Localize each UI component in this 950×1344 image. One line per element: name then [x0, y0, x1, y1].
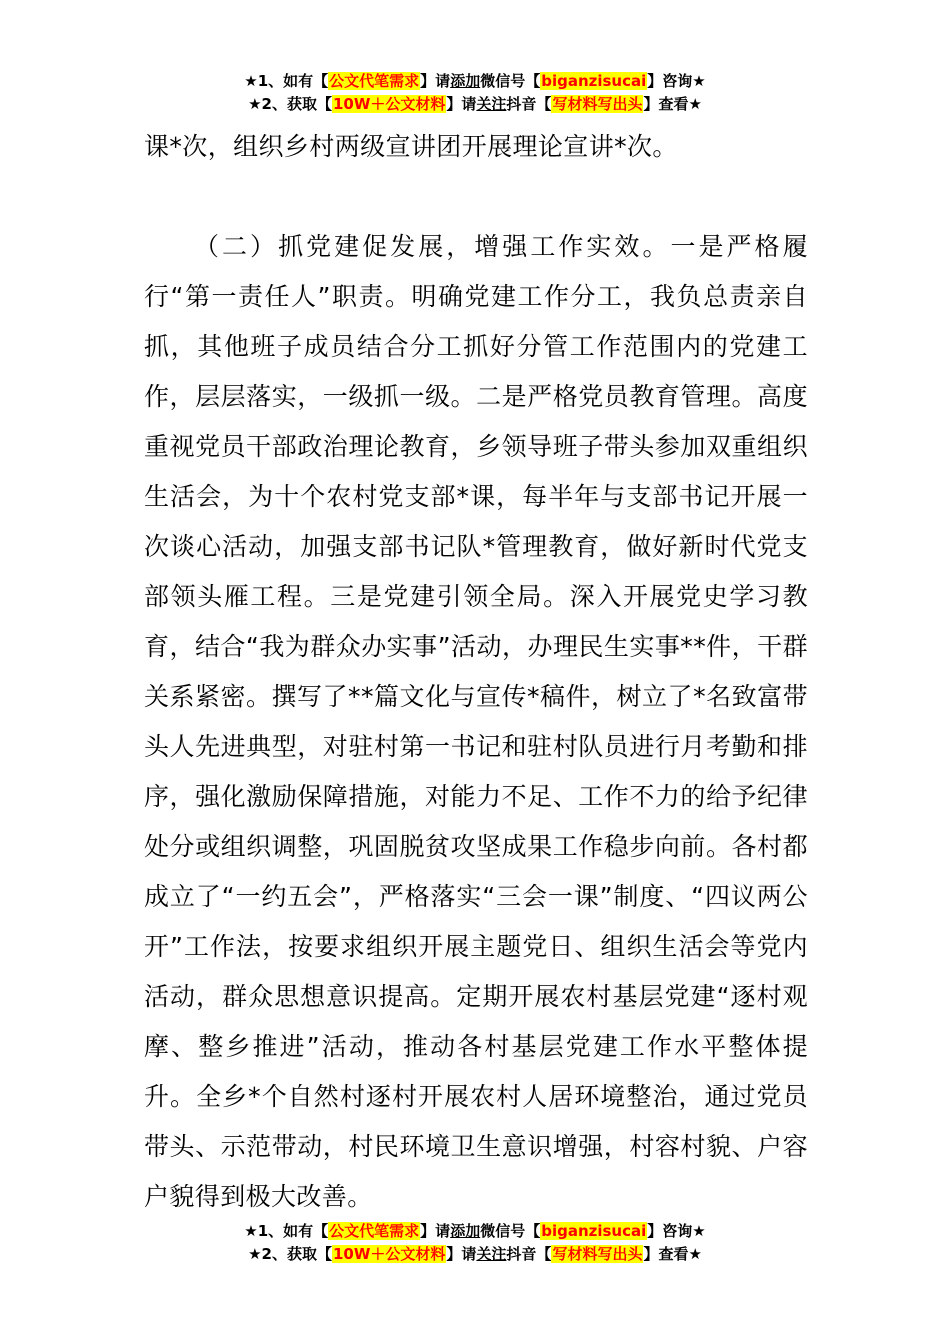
promo-line-2 — [0, 93, 950, 116]
promo-wechat-id: biganzisucai — [541, 72, 647, 90]
promo-text: 】咨询★ — [647, 1222, 706, 1240]
promo-text: 】查看★ — [643, 95, 702, 113]
promo-douyin-account: 写材料写出头 — [552, 95, 643, 113]
promo-text: 微信号【 — [480, 72, 541, 90]
promo-text: ★1、如有【 — [244, 1222, 329, 1240]
promo-text: 】请 — [420, 1222, 451, 1240]
intro-line: 课*次，组织乡村两级宣讲团开展理论宣讲*次。 — [144, 132, 678, 161]
promo-highlight: 公文代笔需求 — [329, 72, 420, 90]
promo-highlight: 10W＋公文材料 — [332, 1245, 446, 1263]
promo-text: ★1、如有【 — [244, 72, 329, 90]
promo-text: 抖音【 — [506, 95, 552, 113]
promo-text: 抖音【 — [506, 1245, 552, 1263]
promo-douyin-account: 写材料写出头 — [552, 1245, 643, 1263]
promo-text: 】请 — [446, 1245, 477, 1263]
promo-underlined: 关注 — [476, 1245, 507, 1263]
promo-text: 】请 — [446, 95, 477, 113]
promo-text: 】请 — [420, 72, 451, 90]
body-paragraph: （二）抓党建促发展，增强工作实效。一是严格履行“第一责任人”职责。明确党建工作分工，我负总责亲自抓，其他班子成员结合分工抓好分管工作范围内的党建工作，层层落实，一级抓一级。二是严格党员教育管理。高度重视党员干部政治理论教育，乡领导班子带头参加双重组织生活会，为十个农村党支部*课，每半年与支部书记开展一次谈心活动，加强支部书记队*管理教育，做好新时代党支部领头雁工程。三是党建引领全局。深入开展党史学习教育，结合“我为群众办实事”活动，办理民生实事**件，干群关系紧密。撰写了**篇文化与宣传*稿件，树立了*名致富带头人先进典型，对驻村第一书记和驻村队员进行月考勤和排序，强化激励保障措施，对能力不足、工作不力的给予纪律处分或组织调整，巩固脱贫攻坚成果工作稳步向前。各村都成立了“一约五会”，严格落实“三会一课”制度、“四议两公开”工作法，按要求组织开展主题党日、组织生活会等党内活动，群众思想意识提高。定期开展农村基层党建“逐村观摩、整乡推进”活动，推动各村基层党建工作水平整体提升。全乡*个自然村逐村开展农村人居环境整治，通过党员带头、示范带动，村民环境卫生意识增强，村容村貌、户容户貌得到极大改善。 — [144, 232, 808, 1211]
promo-underlined: 关注 — [476, 95, 507, 113]
promo-line-2 — [0, 1243, 950, 1266]
promo-text: ★2、获取【 — [248, 95, 332, 113]
promo-text: 微信号【 — [480, 1222, 541, 1240]
promo-highlight: 公文代笔需求 — [329, 1222, 420, 1240]
footer-promo-banner — [0, 1220, 950, 1266]
promo-underlined: 添加 — [450, 72, 481, 90]
promo-text: 】查看★ — [643, 1245, 702, 1263]
promo-line-1 — [0, 1220, 950, 1243]
promo-line-1 — [0, 70, 950, 93]
promo-text: 】咨询★ — [647, 72, 706, 90]
promo-highlight: 10W＋公文材料 — [332, 95, 446, 113]
promo-text: ★2、获取【 — [248, 1245, 332, 1263]
promo-underlined: 添加 — [450, 1222, 481, 1240]
header-promo-banner — [0, 70, 950, 116]
promo-wechat-id: biganzisucai — [541, 1222, 647, 1240]
